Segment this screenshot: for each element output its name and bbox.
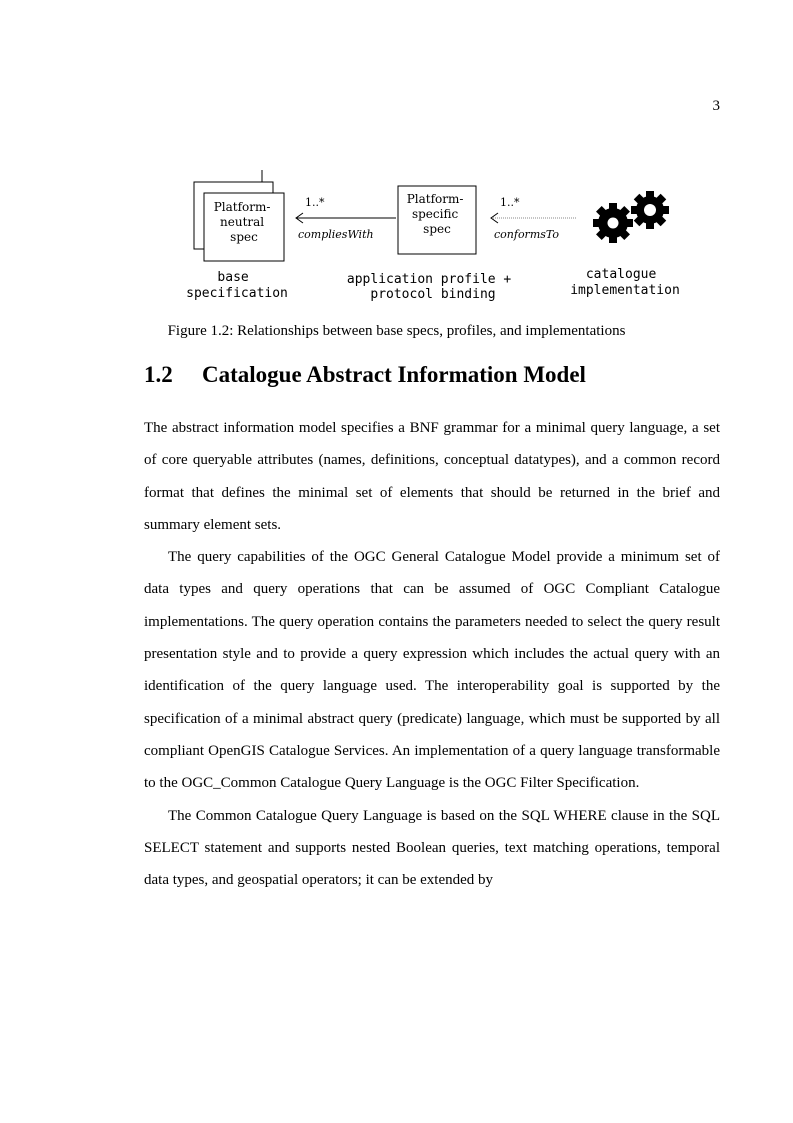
page-number: 3	[712, 98, 720, 114]
svg-text:catalogue implementation	[570, 267, 680, 298]
box-specific-line1: Platform-	[406, 192, 464, 206]
arrow2-label: conformsTo	[494, 228, 560, 241]
arrow1-multiplicity: 1..*	[305, 196, 325, 209]
arrow2-multiplicity: 1..*	[500, 196, 520, 209]
paragraph: The Common Catalogue Query Language is based on the SQL WHERE clause in the SQL SELECT statement and supports nested Boolean queries, text matching operations, temporal data types, and geospatial operators; it can be extended by	[144, 807, 720, 889]
paragraph: The abstract information model specifies a BNF grammar for a minimal query language, a set of core queryable attributes (names, definitions, conceptual datatypes), and a common record format that defines the minimal set of elements that should be returned in the brief and summary element sets.	[144, 420, 720, 533]
conforms-arrowhead	[491, 213, 498, 223]
label-base-line1: base	[217, 270, 249, 285]
svg-text:base specification	[186, 270, 288, 301]
svg-text:application profile + prot	[347, 272, 519, 302]
section-heading	[144, 362, 586, 388]
label-catalogue-line2: implementation	[570, 283, 680, 298]
label-base-line2: specification	[186, 286, 288, 301]
box-neutral-line2: neutral	[220, 215, 265, 229]
figure-caption: Figure 1.2: Relationships between base specs, profiles, and implementations	[167, 323, 626, 339]
section-title: Catalogue Abstract Information Model	[202, 362, 586, 387]
box-specific-line3: spec	[423, 222, 451, 236]
label-profile-line2: protocol binding	[370, 287, 496, 302]
gear-icon-small	[593, 203, 633, 243]
box-neutral-line3: spec	[230, 230, 258, 244]
box-specific-line2: specific	[411, 207, 459, 221]
label-profile-line1: application profile +	[346, 272, 512, 287]
paragraph: The query capabilities of the OGC General Catalogue Model provide a minimum set of data types and query operations that can be assumed of OGC Compliant Catalogue implementations. The query operation contains the parameters needed to select the query result presentation style and to provide a query expression which includes the actual query with an identification of the query language used. The interoperability goal is supported by the specification of a minimal abstract query (predicate) language, which must be supported by all compliant OpenGIS Catalogue Services. An implementation of a query language transformable to the OGC_Common Catalogue Query Language is the OGC Filter Specification.	[144, 549, 720, 792]
box-neutral-line1: Platform-	[213, 200, 271, 214]
section-number: 1.2	[144, 362, 173, 387]
gear-icon-large	[631, 191, 669, 229]
relationship-figure	[0, 168, 793, 318]
body-text	[144, 412, 720, 896]
label-catalogue-line1: catalogue	[585, 267, 657, 282]
arrow1-label: compliesWith	[298, 228, 374, 241]
